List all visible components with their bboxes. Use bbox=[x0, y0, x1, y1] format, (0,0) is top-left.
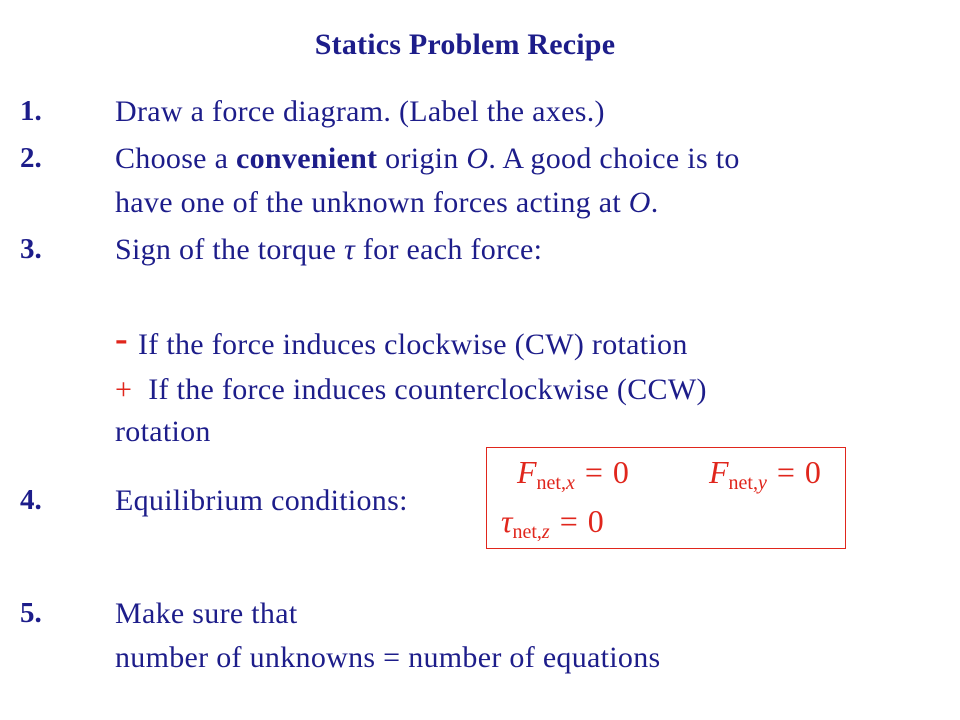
step-2-text-post: . A good choice is to bbox=[488, 142, 740, 175]
step-4-number: 4. bbox=[20, 484, 42, 516]
step-5-text: Make sure that bbox=[115, 597, 298, 630]
step-3-text bbox=[115, 233, 542, 267]
fy-variable: F bbox=[709, 454, 729, 490]
equilibrium-equations-box bbox=[486, 447, 846, 549]
tz-rhs: 0 bbox=[587, 503, 604, 539]
cw-rule bbox=[115, 320, 688, 364]
step-2-text-mid: origin bbox=[377, 142, 467, 175]
tz-subscript bbox=[512, 521, 549, 543]
ccw-rule-text: If the force induces counterclockwise (CCW) bbox=[148, 373, 707, 406]
tau-symbol: τ bbox=[344, 233, 356, 266]
step-2-text-pre: Choose a bbox=[115, 142, 237, 175]
fx-subscript-axis: x bbox=[565, 472, 575, 494]
step-3-text-post: for each force: bbox=[355, 233, 543, 266]
plus-sign: + bbox=[115, 373, 133, 406]
step-2-number: 2. bbox=[20, 142, 42, 174]
fy-subscript-axis: y bbox=[757, 472, 767, 494]
minus-sign: - bbox=[115, 318, 128, 360]
fx-equals: = bbox=[584, 454, 603, 490]
fx-rhs: 0 bbox=[612, 454, 629, 490]
equation-fx bbox=[517, 454, 629, 495]
tz-equals: = bbox=[559, 503, 578, 539]
ccw-rule bbox=[115, 373, 707, 407]
tz-subscript-text: net, bbox=[512, 521, 542, 543]
fy-rhs: 0 bbox=[804, 454, 821, 490]
ccw-rule-line-2: rotation bbox=[115, 415, 211, 448]
cw-rule-text: If the force induces clockwise (CW) rotation bbox=[137, 328, 688, 361]
fx-subscript bbox=[537, 472, 575, 494]
fx-variable: F bbox=[517, 454, 537, 490]
fy-equals: = bbox=[776, 454, 795, 490]
tz-subscript-axis: z bbox=[541, 521, 550, 543]
origin-symbol: O bbox=[466, 142, 489, 175]
step-1-text: Draw a force diagram. (Label the axes.) bbox=[115, 95, 605, 128]
step-3-text-pre: Sign of the torque bbox=[115, 233, 345, 266]
equation-fy bbox=[709, 454, 821, 495]
slide-title: Statics Problem Recipe bbox=[314, 28, 616, 61]
step-3-number: 3. bbox=[20, 233, 42, 265]
step-2-line-2 bbox=[115, 186, 659, 220]
origin-symbol-2: O bbox=[628, 186, 651, 219]
step-2-emphasis: convenient bbox=[236, 142, 378, 175]
fx-subscript-text: net, bbox=[536, 472, 566, 494]
step-2-line-2-pre: have one of the unknown forces acting at bbox=[115, 186, 629, 219]
equation-tz bbox=[501, 503, 604, 544]
step-5-line-2: number of unknowns = number of equations bbox=[115, 641, 661, 674]
step-2-line-1 bbox=[115, 142, 740, 176]
step-2-line-2-post: . bbox=[650, 186, 659, 219]
step-4-text: Equilibrium conditions: bbox=[115, 484, 408, 517]
fy-subscript-text: net, bbox=[728, 472, 758, 494]
tz-variable: τ bbox=[501, 503, 513, 539]
fy-subscript bbox=[729, 472, 767, 494]
step-1-number: 1. bbox=[20, 95, 42, 127]
step-5-number: 5. bbox=[20, 597, 42, 629]
